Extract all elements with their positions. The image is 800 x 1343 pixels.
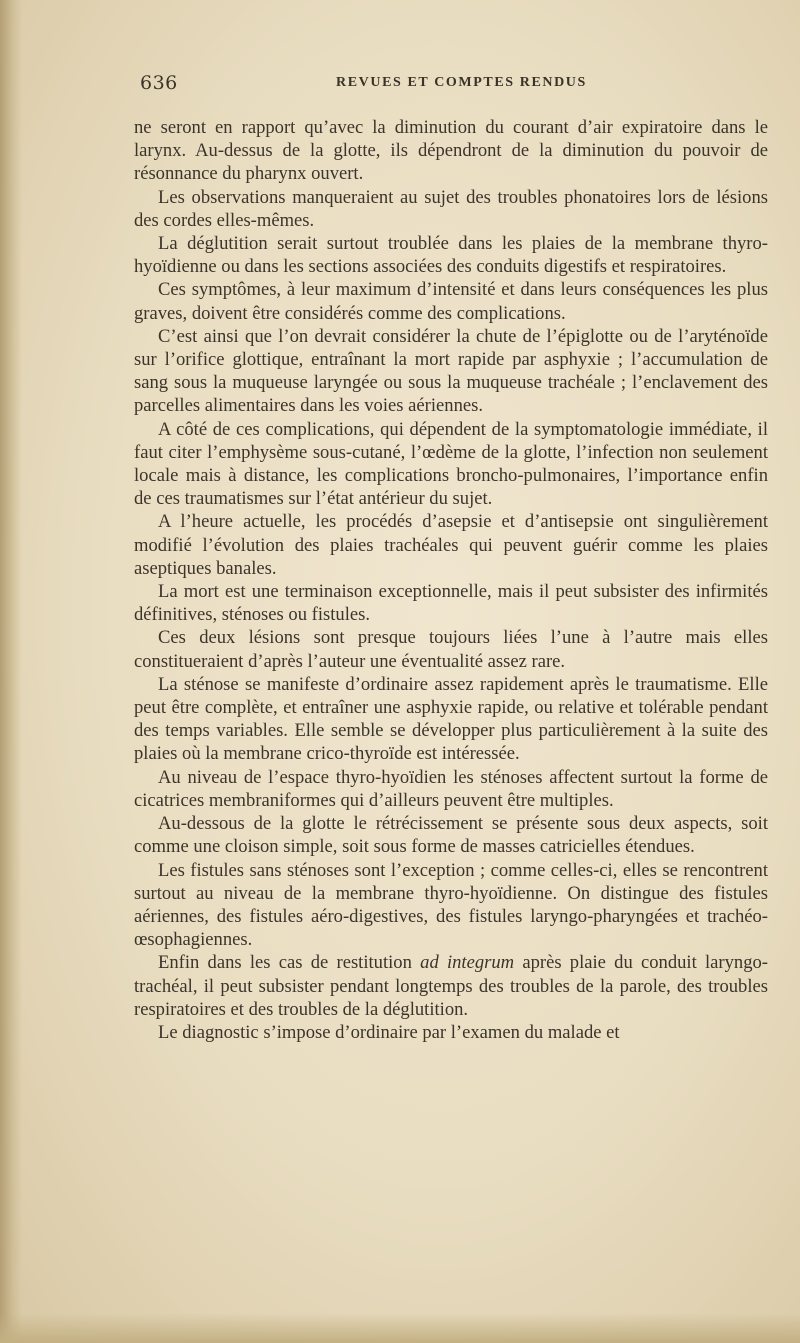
bottom-edge-shadow [0,1313,800,1343]
latin-phrase: ad integrum [420,952,515,974]
paragraph: La mort est une terminaison exceptionnelle, mais il peut subsister des infirmités définitives, sténoses ou fistules. [134,581,768,626]
running-title: REVUES ET COMPTES RENDUS [336,75,587,90]
paragraph: C’est ainsi que l’on devrait considérer la chute de l’épiglotte ou de l’aryténoïde sur l’orifice glottique, entraînant la mort rapide par asphyxie ; l’accumulation de sang sous la muqueuse laryngée ou sous la muqueuse trachéale ; l’enclavement des parcelles alimentaires dans les voies aériennes. [134,325,768,417]
paragraph: Ces symptômes, à leur maximum d’intensité et dans leurs conséquences les plus graves, doivent être considérés comme des complications. [134,279,768,324]
paragraph: Les observations manqueraient au sujet des troubles phonatoires lors de lésions des cordes elles-mêmes. [134,186,768,231]
last-line: Le diagnostic s’impose d’ordinaire par l’examen du malade et [158,1021,620,1043]
paragraph: ne seront en rapport qu’avec la diminution du courant d’air expiratoire dans le larynx. Au-dessus de la glotte, ils dépendront de la diminution du pouvoir de résonnance du pharynx ouvert. [134,117,768,185]
paragraph-enfin-after: après plaie du conduit laryngo-trachéal, il peut subsister pendant longtemps des troubles de la parole, des troubles respiratoires et des troubles de la déglutition. [134,952,768,1020]
paragraph: Au-dessous de la glotte le rétrécissement se présente sous deux aspects, soit comme une cloison simple, soit sous forme de masses catricielles étendues. [134,813,768,858]
paragraph: La déglutition serait surtout troublée dans les plaies de la membrane thyro-hyoïdienne ou dans les sections associées des conduits digestifs et respiratoires. [134,233,768,278]
paragraph: Ces deux lésions sont presque toujours liées l’une à l’autre mais elles constitueraient d’après l’auteur une éventualité assez rare. [134,627,768,672]
paragraph-enfin-before: Enfin dans les cas de restitution [158,952,421,974]
body-text [134,116,768,1044]
paragraph: A l’heure actuelle, les procédés d’asepsie et d’antisepsie ont singulièrement modifié l’évolution des plaies trachéales qui peuvent guérir comme les plaies aseptiques banales. [134,511,768,579]
paragraph: Les fistules sans sténoses sont l’exception ; comme celles-ci, elles se rencontrent surtout au niveau de la membrane thyro-hyoïdienne. On distingue des fistules aériennes, des fistules aéro-digestives, des fistules laryngo-pharyngées et trachéo-œsophagiennes. [134,859,768,951]
page-header [140,72,780,96]
paragraph: La sténose se manifeste d’ordinaire assez rapidement après le traumatisme. Elle peut être complète, et entraîner une asphyxie rapide, ou relative et tolérable pendant des temps variables. Elle semble se développer plus particulièrement à la suite des plaies où la membrane crico-thyroïde est intéressée. [134,673,768,765]
paragraph-enfin [134,951,768,1021]
binding-shadow [0,0,22,1343]
paragraph: A côté de ces complications, qui dépendent de la symptomatologie immédiate, il faut citer l’emphysème sous-cutané, l’œdème de la glotte, l’infection non seulement locale mais à distance, les complications broncho-pulmonaires, l’importance enfin de ces traumatismes sur l’état antérieur du sujet. [134,418,768,510]
paragraph: Au niveau de l’espace thyro-hyoïdien les sténoses affectent surtout la forme de cicatrices membraniformes qui d’ailleurs peuvent être multiples. [134,766,768,811]
page-number: 636 [140,72,178,94]
